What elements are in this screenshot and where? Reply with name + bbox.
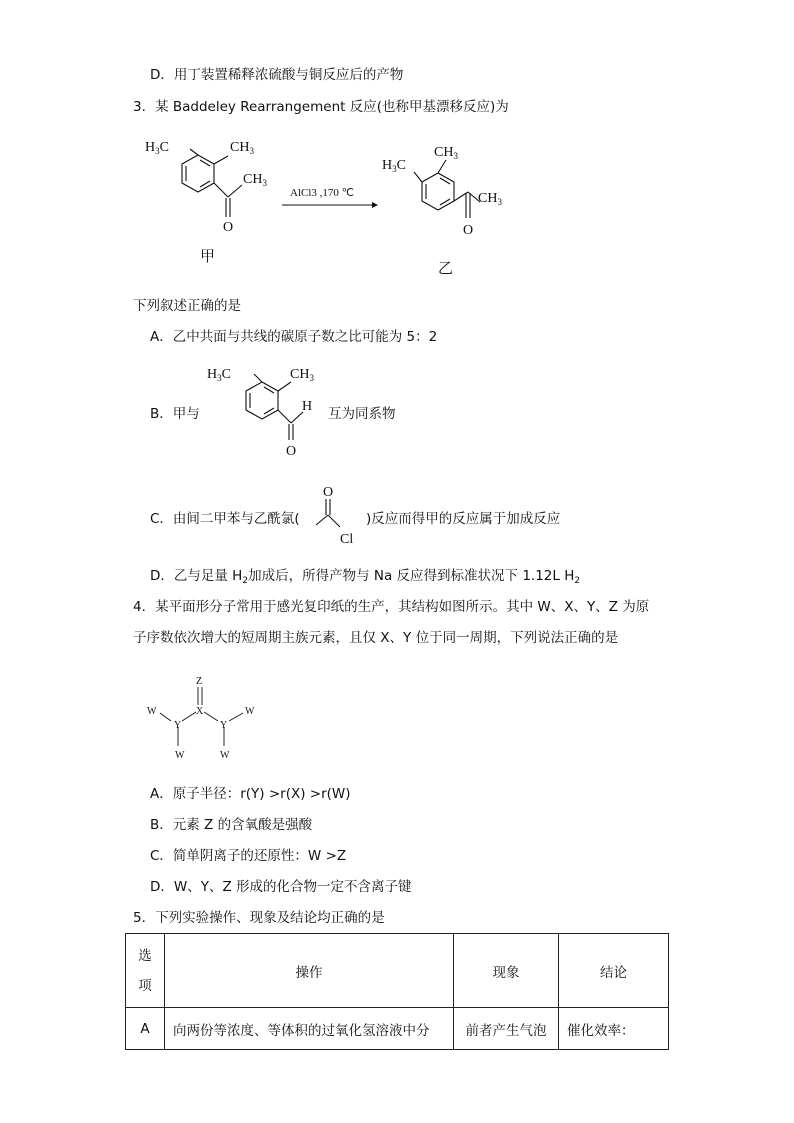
q3-ask: 下列叙述正确的是 (133, 298, 241, 314)
svg-text:CH3: $CH_3$ (478, 191, 502, 207)
label-yi: 乙 (438, 259, 454, 277)
svg-text:Y: Y (220, 720, 228, 731)
header-conclusion: 结论 (559, 934, 669, 1008)
q4-molecule-structure (140, 672, 270, 767)
svg-text:H3C: $H_3C$ (207, 367, 231, 383)
q3-option-a: A．乙中共面与共线的碳原子数之比可能为 5：2 (150, 329, 438, 345)
q4-option-c: C．简单阴离子的还原性：W >Z (150, 848, 347, 864)
svg-text:CH3: $CH_3$ (290, 367, 314, 383)
svg-text:H3C: $H_3C$ (145, 140, 169, 156)
product-yi-structure (378, 140, 518, 250)
svg-text:W: W (245, 706, 255, 717)
svg-text:W: W (220, 750, 230, 761)
svg-text:X: X (196, 706, 204, 717)
q4-stem-line1: 4．某平面形分子常用于感光复印纸的生产，其结构如图所示。其中 W、X、Y、Z 为原 (133, 599, 650, 615)
svg-text:Z: Z (196, 676, 203, 687)
svg-text:Y: Y (174, 720, 182, 731)
option-b-structure (205, 360, 325, 460)
row-a-option: A (126, 1008, 165, 1050)
svg-text:H: H (302, 399, 313, 414)
q4-option-b: B．元素 Z 的含氧酸是强酸 (150, 817, 313, 833)
q4-option-d: D．W、Y、Z 形成的化合物一定不含离子键 (150, 879, 412, 895)
header-phenomenon: 现象 (454, 934, 559, 1008)
q2-option-d: D．用丁装置稀释浓硫酸与铜反应后的产物 (150, 67, 404, 83)
svg-text:O: O (223, 220, 234, 235)
q3-option-c-suffix: )反应而得甲的反应属于加成反应 (366, 511, 561, 527)
header-operation: 操作 (165, 934, 454, 1008)
q4-option-a: A．原子半径：r(Y) >r(X) >r(W) (150, 786, 351, 802)
q5-table (125, 933, 669, 1050)
svg-text:W: W (175, 750, 185, 761)
q3-option-b-prefix: B．甲与 (150, 406, 200, 422)
q3-option-d: D．乙与足量 $H_2$加成后，所得产物与 Na 反应得到标准状况下 1.12L $H_2$ (150, 568, 581, 586)
header-option: 选 项 (126, 934, 165, 1008)
reactant-jia-structure (140, 135, 290, 240)
q3-stem: 3．某 Baddeley Rearrangement 反应(也称甲基漂移反应)为 (133, 99, 509, 115)
row-a-conclusion: 催化效率： (559, 1008, 669, 1050)
q4-stem-line2: 子序数依次增大的短周期主族元素，且仅 X、Y 位于同一周期，下列说法正确的是 (133, 630, 619, 646)
table-row (126, 1008, 669, 1050)
svg-text:CH3: $CH_3$ (230, 140, 254, 156)
label-jia: 甲 (200, 247, 216, 265)
svg-text:O: O (463, 223, 474, 238)
acetyl-chloride-structure (310, 483, 370, 553)
svg-text:CH3: $CH_3$ (434, 145, 458, 161)
q3-option-b-suffix: 互为同系物 (328, 406, 396, 422)
row-a-operation: 向两份等浓度、等体积的过氧化氢溶液中分 (165, 1008, 454, 1050)
svg-text:CH3: $CH_3$ (243, 172, 267, 188)
q5-stem: 5．下列实验操作、现象及结论均正确的是 (133, 910, 385, 926)
q3-option-c-prefix: C．由间二甲苯与乙酰氯( (150, 511, 300, 527)
arrow-label: AlCl3 ,170 ℃ (290, 187, 354, 199)
svg-text:O: O (323, 485, 334, 500)
svg-text:W: W (147, 706, 157, 717)
reaction-arrow-icon (280, 198, 380, 212)
svg-text:Cl: Cl (340, 532, 354, 547)
svg-text:O: O (286, 444, 297, 459)
row-a-phenomenon: 前者产生气泡 (454, 1008, 559, 1050)
svg-text:H3C: $H_3C$ (382, 158, 406, 174)
table-header-row (126, 934, 669, 1008)
